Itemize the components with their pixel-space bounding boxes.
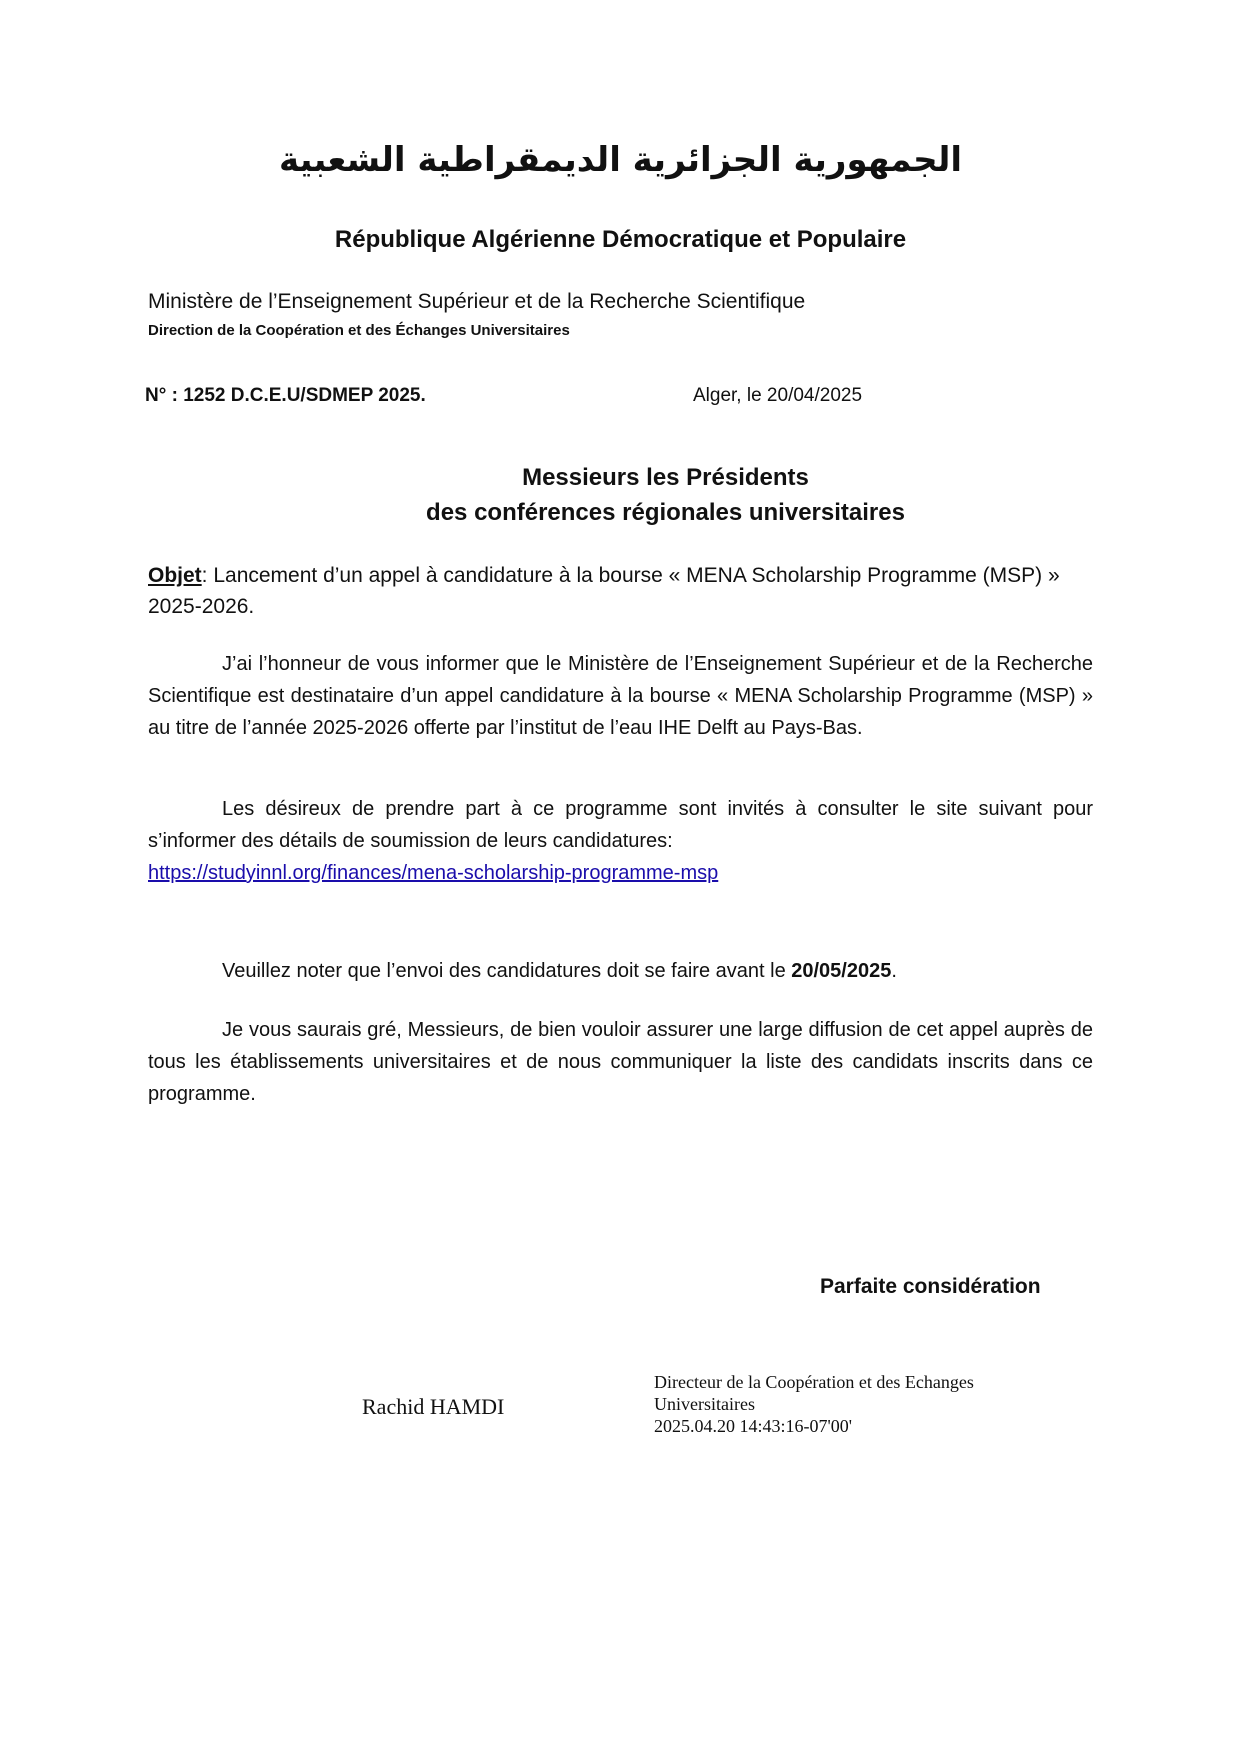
ministry-name: Ministère de l’Enseignement Supérieur et de la Recherche Scientifique	[148, 290, 806, 313]
paragraph-2-text: Les désireux de prendre part à ce programme sont invités à consulter le site suivant pour s’informer des détails de soumission de leurs candidatures:	[148, 798, 1093, 852]
addressee	[0, 460, 1241, 530]
signer-title-line-1: Directeur de la Coopération et des Echanges	[654, 1372, 974, 1392]
reference-number: N° : 1252 D.C.E.U/SDMEP 2025.	[145, 385, 426, 406]
signer-name: Rachid HAMDI	[362, 1394, 505, 1419]
signer-title-line-2: Universitaires	[654, 1394, 755, 1414]
paragraph-2	[148, 793, 1093, 889]
signature-block	[654, 1371, 1074, 1437]
closing-formula: Parfaite considération	[820, 1275, 1041, 1298]
place-date: Alger, le 20/04/2025	[693, 385, 863, 406]
subject-label: Objet	[148, 564, 202, 587]
paragraph-1: J’ai l’honneur de vous informer que le Ministère de l’Enseignement Supérieur et de la Recherche Scientifique est destinataire d’un appel candidature à la bourse « MENA Scholarship Programme (MSP) » au titre de l’année 2025-2026 offerte par l’institut de l’eau IHE Delft au Pays-Bas.	[148, 653, 1093, 739]
addressee-line-1: Messieurs les Présidents	[522, 464, 809, 491]
paragraph-4: Je vous saurais gré, Messieurs, de bien vouloir assurer une large diffusion de cet appel auprès de tous les établissements universitaires et de nous communiquer la liste des candidats inscrits dans ce programme.	[148, 1019, 1093, 1105]
arabic-title: الجمهورية الجزائرية الديمقراطية الشعبية	[279, 140, 962, 180]
paragraph-3	[148, 955, 1093, 987]
addressee-line-2: des conférences régionales universitaires	[426, 499, 905, 526]
deadline-text: Veuillez noter que l’envoi des candidatures doit se faire avant le	[222, 960, 792, 982]
subject-text: : Lancement d’un appel à candidature à la bourse « MENA Scholarship Programme (MSP) » 2025-2026.	[148, 564, 1060, 618]
programme-link[interactable]: https://studyinnl.org/finances/mena-scholarship-programme-msp	[148, 862, 719, 884]
subject	[148, 560, 1098, 622]
deadline-date: 20/05/2025	[791, 960, 892, 982]
direction-name: Direction de la Coopération et des Échanges Universitaires	[148, 322, 570, 339]
deadline-period: .	[891, 960, 897, 982]
french-title: République Algérienne Démocratique et Populaire	[334, 226, 907, 253]
signature-timestamp: 2025.04.20 14:43:16-07'00'	[654, 1416, 852, 1436]
